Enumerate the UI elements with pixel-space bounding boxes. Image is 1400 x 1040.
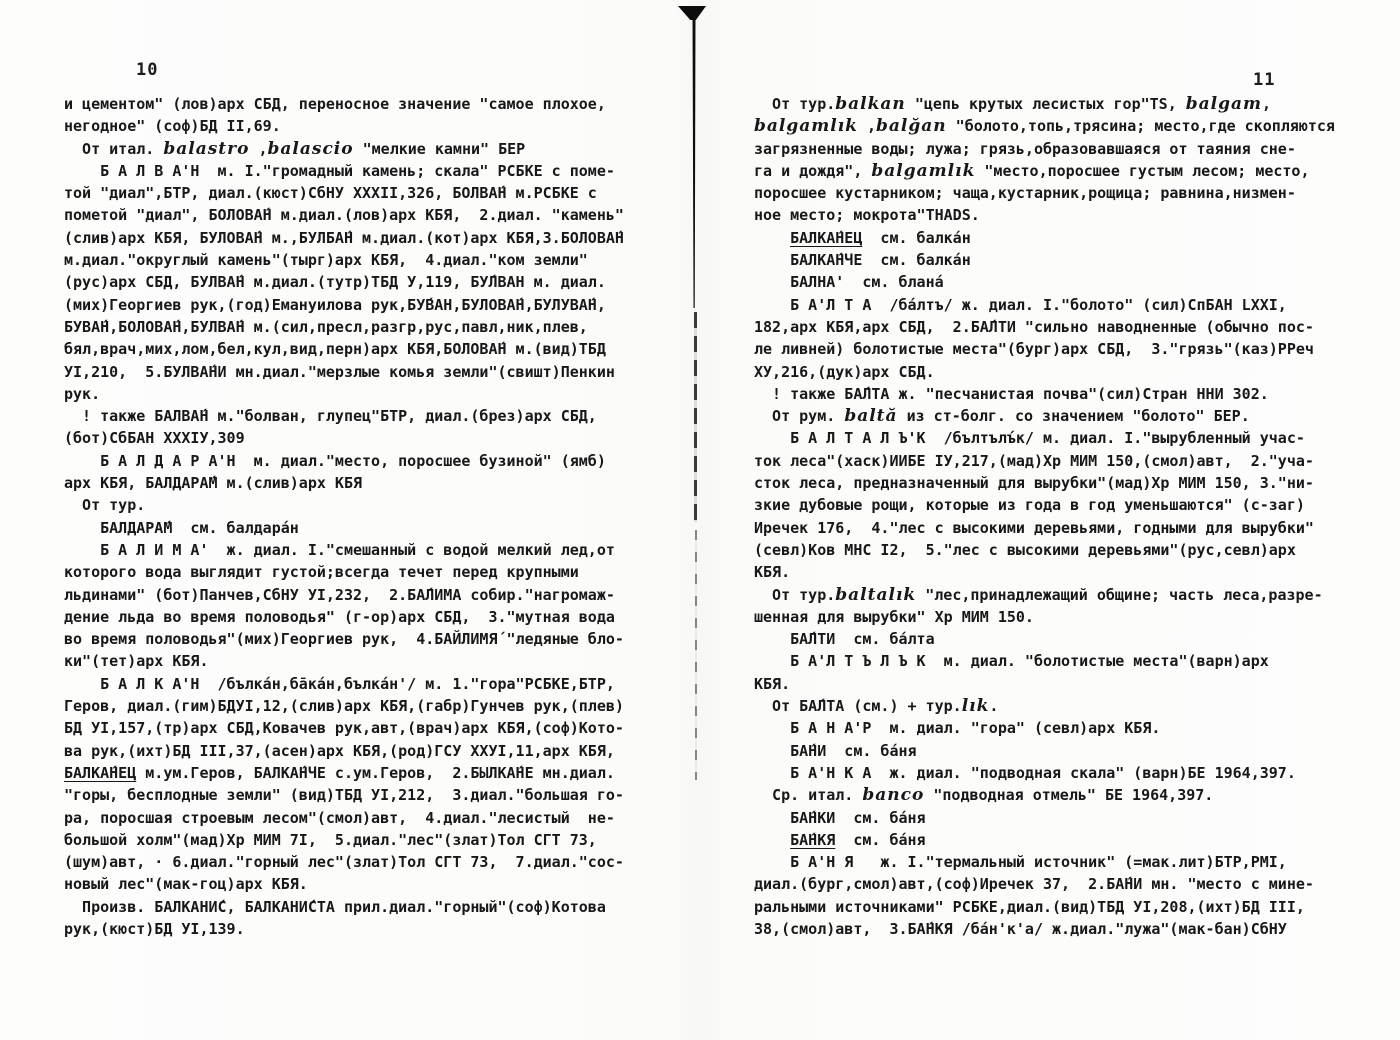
text-line: УI,210, 5.БУЛВА́НИ мн.диал."мерзлые комья земли"(свишт)Пенкин [64, 362, 615, 381]
text-line: Б А'Н Я ж. I."термальный источник" (=мак.лит)БТР,РМI, [754, 853, 1287, 872]
text-line: Б А'Л Т А /ба́лтъ/ ж. диал. I."болото" (сил)СпБАН LXXI, [754, 295, 1287, 314]
text-line: Б А Л Д А Р А'Н м. диал."место, поросшее бузиной" (ямб) [64, 451, 606, 470]
text-line: От тур.balkan "цепь крутых лесистых гор"TS, balgam, [754, 94, 1272, 114]
handwritten-word: balkan [835, 94, 906, 114]
text-line: 38,(смол)авт, 3.БА́НКЯ /ба́н'к'а/ ж.диал."лужа"(мак-бан)СбНУ [754, 919, 1287, 938]
text-line: Б А Л Т А Л Ъ'К /бълтълъ́к/ м. диал. I."вырубленный учас- [754, 429, 1305, 448]
text-line: зкие дубовые рощи, которые из года в год уменьшаются" (с-заг) [754, 496, 1305, 515]
text-line: БАЛНА' см. блана́ [754, 273, 944, 292]
text-line: КБЯ. [754, 674, 791, 693]
text-line: Ср. итал. banco "подводная отмель" БЕ 1964,397. [754, 785, 1214, 806]
text-line: и цементом" (лов)арх СБД, переносное значение "самое плохое, [64, 95, 606, 113]
text-line: загрязненные воды; лужа; грязь,образовавшаяся от таяния сне- [754, 139, 1296, 158]
text-line: От тур.baltalık "лес,принадлежащий общине; часть леса,разре- [754, 584, 1323, 605]
center-fold-ink-line [691, 12, 697, 308]
text-line: ва рук,(ихт)БД III,37,(асен)арх КБЯ,(род)ГСУ ХХУI,11,арх КБЯ, [64, 741, 615, 760]
text-line: Геров, диал.(гим)БДУI,12,(слив)арх КБЯ,(габр)Гунчев рук,(плев) [64, 697, 624, 716]
handwritten-word: balğan [876, 116, 947, 137]
underlined-headword: БА́НКЯ [790, 830, 836, 849]
center-fold-dashes-lower [695, 530, 697, 780]
text-line: БД УI,157,(тр)арх СБД,Ковачев рук,авт,(врач)арх КБЯ,(соф)Кото- [64, 719, 624, 738]
text-line: пометой "диал", БОЛОВА́Н м.диал.(лов)арх КБЯ, 2.диал. "камень" [64, 206, 624, 225]
text-line: м.диал."округлый камень"(тырг)арх КБЯ, 4.диал."ком земли" [64, 251, 588, 270]
text-line: (мих)Георгиев рук,(год)Емануилова рук,БУ́ВАН,БУЛОВА́Н,БУЛУВА́Н, [64, 295, 606, 314]
page-text [754, 93, 1379, 940]
text-line: От БА́ЛТА (см.) + тур.lık. [754, 696, 999, 717]
text-line: (слив)арх КБЯ, БУЛОВА́Н м.,БУЛБА́Н м.диал.(кот)арх КБЯ,3.БОЛОВА́Н [64, 228, 624, 247]
text-line: льдинами" (бот)Панчев,СбНУ УI,232, 2.БА́ЛИМА собир."нагромаж- [64, 585, 615, 604]
text-line: ХУ,216,(дук)арх СБД. [754, 362, 935, 381]
text-line: негодное" (соф)БД II,69. [64, 117, 281, 136]
text-line: ле ливней) болотистые места"(бург)арх СБД, 3."грязь"(каз)РРеч [754, 340, 1314, 359]
handwritten-word: lık [961, 696, 990, 717]
handwritten-word: baltalık [835, 584, 917, 605]
dictionary-page-left [64, 93, 679, 940]
text-line: рук,(кюст)БД УI,139. [64, 919, 245, 938]
text-line: которого вода выглядит густой;всегда течет перед крупными [64, 563, 579, 582]
text-line: БАЛКА́НЕЦ см. балка́н [790, 228, 971, 247]
text-line: Б А Л В А'Н м. I."громадный камень; скала" РСБКЕ с поме- [64, 161, 615, 180]
text-line: БАЛДАРА́М см. балдара́н [64, 518, 299, 537]
text-line: га и дождя", balgamlık "место,поросшее густым лесом; место, [754, 160, 1310, 181]
text-line: диал.(бург,смол)авт,(соф)Иречек 37, 2.БА́НИ мн. "место с мине- [754, 875, 1314, 894]
text-line: 182,арх КБЯ,арх СБД, 2.БА́ЛТИ "сильно наводненные (обычно пос- [754, 317, 1314, 336]
page-text [64, 93, 679, 940]
handwritten-word: balgam [1185, 94, 1263, 114]
center-fold-ink-mark-top [678, 6, 706, 20]
text-line: БУВА́Н,БОЛОВА́Н,БУЛВА́Н м.(сил,пресл,разгр,рус,павл,ник,плев, [64, 317, 588, 336]
text-line: (рус)арх СБД, БУЛВА́Н м.диал.(тутр)ТБД У,119, БУ́ЛВАН м. диал. [64, 273, 606, 292]
text-line: Б А Л К А'Н /бълка́н,ба̄ка́н,бълка́н'/ м. 1."гора"РСБКЕ,БТР, [64, 674, 615, 693]
text-line: (бот)СбБАН XXXIУ,309 [64, 429, 245, 448]
handwritten-word: baltă [844, 406, 898, 427]
text-line: (севл)Ков МНС I2, 5."лес с высокими деревьями"(рус,севл)арх [754, 540, 1296, 559]
text-line: БА́ЛТИ см. ба́лта [754, 630, 935, 649]
text-line: БАЛКА́НЧЕ см. балка́н [754, 251, 971, 270]
text-line: новый лес"(мак-гоц)арх КБЯ. [64, 875, 308, 894]
text-line: Б А'Н К А ж. диал. "подводная скала" (варн)БЕ 1964,397. [754, 763, 1296, 782]
text-line: Произв. БАЛКАНИ́С, БАЛКАНИ́СТА прил.диал."горный"(соф)Котова [64, 897, 606, 916]
text-line: дение льда во время половодья" (г-ор)арх СБД, 3."мутная вода [64, 607, 615, 626]
text-line: во время половодья"(мих)Георгиев рук, 4.БАЙЛИМЯ́ "ледяные бло- [64, 630, 624, 649]
center-fold-dashes-upper [694, 312, 697, 522]
text-line: Иречек 176, 4."лес с высокими деревьями, годными для вырубки" [754, 518, 1314, 537]
text-line: Б А Н А'Р м. диал. "гора" (севл)арх КБЯ. [754, 719, 1161, 738]
handwritten-word: balgamlık [754, 116, 858, 137]
text-line: ра, поросшая строевым лесом"(смол)авт, 4.диал."лесистый не- [64, 808, 615, 827]
page-number-right: 11 [1253, 70, 1276, 90]
page-number-left: 10 [136, 60, 159, 80]
text-line: БА́НКЯ см. ба́ня [790, 830, 926, 849]
text-line: ! также БА́ЛТА ж. "песчанистая почва"(сил)Стран ННИ 302. [754, 384, 1269, 403]
text-line: Б А'Л Т Ъ Л Ъ К м. диал. "болотистые места"(варн)арх [754, 652, 1269, 671]
text-line: balgamlık ,balğan "болото,топь,трясина; место,где скопляются [754, 116, 1335, 137]
handwritten-word: banco [862, 785, 925, 806]
text-line: БА́НКИ см. ба́ня [754, 808, 926, 827]
text-line: ток леса"(хаск)ИИБЕ IУ,217,(мад)Хр МИМ 150,(смол)авт, 2."уча- [754, 451, 1314, 470]
text-line: ральными источниками" РСБКЕ,диал.(вид)ТБД УI,208,(ихт)БД III, [754, 897, 1305, 916]
text-line: БАЛКА́НЕЦ м.ум.Геров, БАЛКА́НЧЕ с.ум.Геров, 2.БЫЛКА́НЕ мн.диал. [64, 763, 615, 782]
handwritten-word: balascio [267, 138, 354, 159]
handwritten-word: balgamlık [871, 160, 976, 181]
underlined-headword: БАЛКА́НЕЦ [64, 763, 137, 782]
text-line: рук. [64, 384, 101, 403]
text-line: арх КБЯ, БАЛДАРА́М м.(слив)арх КБЯ [64, 474, 363, 493]
text-line: ки"(тет)арх КБЯ. [64, 652, 209, 671]
text-line: БА́НИ см. ба́ня [754, 741, 917, 760]
text-line: ное место; мокрота"THADS. [754, 206, 980, 225]
text-line: бял,врач,мих,лом,бел,кул,вид,перн)арх КБЯ,БОЛОВА́Н м.(вид)ТБД [64, 340, 606, 359]
text-line: Б А Л И М А' ж. диал. I."смешанный с водой мелкий лед,от [64, 540, 615, 559]
text-line: (шум)авт, · 6.диал."горный лес"(злат)Тол СГТ 73, 7.диал."сос- [64, 853, 624, 872]
text-line: большой холм"(мад)Хр МИМ 7I, 5.диал."лес"(злат)Тол СГТ 73, [64, 830, 597, 849]
text-line: От тур. [64, 496, 146, 515]
text-line: От рум. baltă из ст-болг. со значением "болото" БЕР. [754, 406, 1250, 427]
text-line: "горы, бесплодные земли" (вид)ТБД УI,212, 3.диал."большая го- [64, 786, 624, 805]
text-line: шенная для вырубки" Хр МИМ 150. [754, 607, 1034, 626]
handwritten-word: balastro [163, 138, 250, 159]
text-line: ! также БАЛВА́Н м."болван, глупец"БТР, диал.(брез)арх СБД, [64, 407, 597, 426]
text-line: От итал. balastro ,balascio "мелкие камни" БЕР [64, 138, 526, 159]
text-line: сток леса, предназначенный для вырубки"(мад)Хр МИМ 150, 3."ни- [754, 474, 1314, 493]
text-line: КБЯ. [754, 563, 791, 582]
text-line: поросшее кустарником; чаща,кустарник,рощица; равнина,низмен- [754, 184, 1296, 203]
underlined-headword: БАЛКА́НЕЦ [790, 228, 863, 247]
text-line: той "диал",БТР, диал.(кюст)СбНУ XXXII,326, БОЛВА́Н м.РСБКЕ с [64, 184, 597, 203]
dictionary-page-right [754, 93, 1379, 940]
